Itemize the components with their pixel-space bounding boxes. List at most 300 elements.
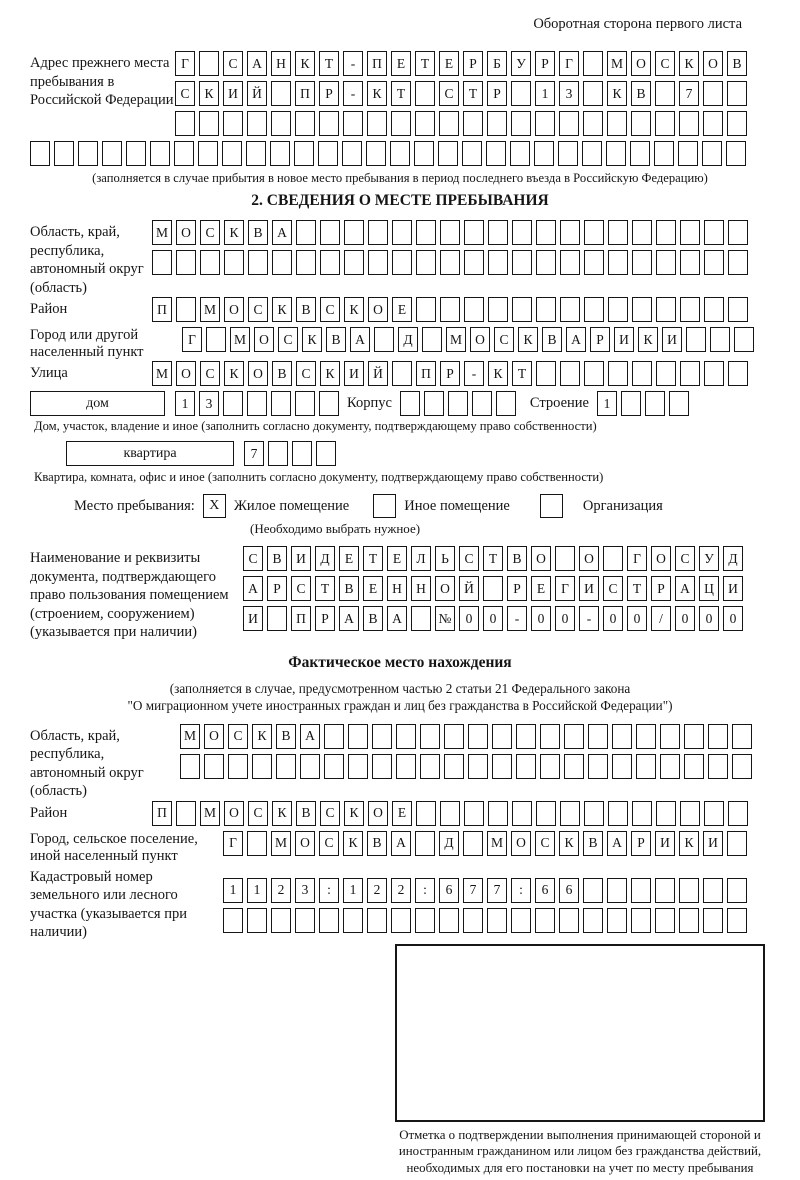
char-cell[interactable] [270,141,290,166]
char-cell[interactable] [318,141,338,166]
char-cell[interactable] [536,361,556,386]
char-cell[interactable]: Г [182,327,202,352]
char-cell[interactable] [415,831,435,856]
char-cell[interactable]: П [367,51,387,76]
char-cell[interactable] [372,754,392,779]
char-cell[interactable]: О [703,51,723,76]
checkbox-residential[interactable]: X [203,494,226,518]
char-cell[interactable] [732,724,752,749]
char-cell[interactable] [734,327,754,352]
char-cell[interactable] [414,141,434,166]
char-cell[interactable]: 6 [439,878,459,903]
char-cell[interactable]: - [579,606,599,631]
char-cell[interactable]: В [339,576,359,601]
char-cell[interactable] [608,361,628,386]
char-cell[interactable] [198,141,218,166]
char-cell[interactable] [420,754,440,779]
char-cell[interactable] [511,908,531,933]
char-cell[interactable] [439,111,459,136]
char-cell[interactable]: М [152,220,172,245]
char-cell[interactable] [583,51,603,76]
char-cell[interactable] [631,908,651,933]
char-cell[interactable] [223,391,243,416]
char-cell[interactable] [560,801,580,826]
char-cell[interactable]: В [296,297,316,322]
char-cell[interactable]: К [638,327,658,352]
char-cell[interactable] [488,250,508,275]
char-cell[interactable] [416,220,436,245]
char-cell[interactable] [511,81,531,106]
char-cell[interactable] [176,297,196,322]
char-cell[interactable]: Т [315,576,335,601]
char-cell[interactable]: С [675,546,695,571]
char-cell[interactable]: Р [631,831,651,856]
char-cell[interactable] [704,220,724,245]
char-cell[interactable]: - [507,606,527,631]
char-cell[interactable] [424,391,444,416]
checkbox-other-premises[interactable] [373,494,396,518]
char-cell[interactable]: И [223,81,243,106]
char-cell[interactable]: А [566,327,586,352]
char-cell[interactable]: О [435,576,455,601]
char-cell[interactable] [440,801,460,826]
char-cell[interactable]: 0 [459,606,479,631]
char-cell[interactable] [496,391,516,416]
char-cell[interactable] [732,754,752,779]
char-cell[interactable]: 6 [559,878,579,903]
char-cell[interactable] [631,878,651,903]
char-cell[interactable] [612,754,632,779]
char-cell[interactable] [102,141,122,166]
char-cell[interactable] [510,141,530,166]
char-cell[interactable] [438,141,458,166]
char-cell[interactable]: Й [247,81,267,106]
char-cell[interactable]: С [248,297,268,322]
char-cell[interactable] [516,724,536,749]
char-cell[interactable] [555,546,575,571]
char-cell[interactable] [608,250,628,275]
char-cell[interactable]: 0 [723,606,743,631]
char-cell[interactable]: 0 [699,606,719,631]
char-cell[interactable]: О [295,831,315,856]
char-cell[interactable]: В [367,831,387,856]
char-cell[interactable] [319,391,339,416]
char-cell[interactable] [512,297,532,322]
char-cell[interactable]: Р [319,81,339,106]
char-cell[interactable]: К [559,831,579,856]
char-cell[interactable] [464,297,484,322]
char-cell[interactable] [680,220,700,245]
char-cell[interactable]: В [326,327,346,352]
char-cell[interactable]: А [339,606,359,631]
char-cell[interactable] [680,361,700,386]
char-cell[interactable] [247,831,267,856]
char-cell[interactable] [487,111,507,136]
char-cell[interactable] [176,801,196,826]
char-cell[interactable] [248,250,268,275]
char-cell[interactable]: И [291,546,311,571]
char-cell[interactable] [632,361,652,386]
char-cell[interactable]: О [254,327,274,352]
char-cell[interactable] [390,141,410,166]
char-cell[interactable]: Д [315,546,335,571]
char-cell[interactable]: 6 [535,878,555,903]
char-cell[interactable]: - [464,361,484,386]
char-cell[interactable]: К [343,831,363,856]
char-cell[interactable] [704,250,724,275]
char-cell[interactable]: А [243,576,263,601]
char-cell[interactable] [564,724,584,749]
char-cell[interactable]: К [252,724,272,749]
char-cell[interactable]: Р [267,576,287,601]
char-cell[interactable]: 7 [244,441,264,466]
char-cell[interactable]: О [204,724,224,749]
char-cell[interactable] [583,908,603,933]
char-cell[interactable]: М [487,831,507,856]
char-cell[interactable]: Р [463,51,483,76]
char-cell[interactable]: О [579,546,599,571]
char-cell[interactable]: 3 [559,81,579,106]
char-cell[interactable] [444,724,464,749]
char-cell[interactable]: О [176,361,196,386]
char-cell[interactable] [206,327,226,352]
char-cell[interactable]: Н [387,576,407,601]
char-cell[interactable]: - [343,81,363,106]
char-cell[interactable]: О [248,361,268,386]
char-cell[interactable]: 2 [271,878,291,903]
char-cell[interactable] [223,908,243,933]
char-cell[interactable] [607,908,627,933]
char-cell[interactable] [559,111,579,136]
char-cell[interactable]: О [651,546,671,571]
char-cell[interactable] [488,801,508,826]
char-cell[interactable] [320,220,340,245]
char-cell[interactable] [488,297,508,322]
char-cell[interactable] [224,250,244,275]
char-cell[interactable]: В [363,606,383,631]
char-cell[interactable] [679,908,699,933]
char-cell[interactable]: К [272,801,292,826]
char-cell[interactable] [415,908,435,933]
char-cell[interactable]: Т [319,51,339,76]
char-cell[interactable] [150,141,170,166]
char-cell[interactable]: Е [392,801,412,826]
char-cell[interactable] [483,576,503,601]
char-cell[interactable] [348,754,368,779]
char-cell[interactable] [268,441,288,466]
char-cell[interactable]: С [603,576,623,601]
char-cell[interactable] [560,361,580,386]
char-cell[interactable] [440,220,460,245]
char-cell[interactable]: А [607,831,627,856]
char-cell[interactable]: С [291,576,311,601]
char-cell[interactable] [727,908,747,933]
char-cell[interactable]: В [583,831,603,856]
char-cell[interactable] [276,754,296,779]
char-cell[interactable] [636,724,656,749]
char-cell[interactable]: К [488,361,508,386]
char-cell[interactable]: В [631,81,651,106]
char-cell[interactable] [324,724,344,749]
char-cell[interactable] [422,327,442,352]
char-cell[interactable]: 0 [675,606,695,631]
char-cell[interactable] [703,81,723,106]
char-cell[interactable] [560,250,580,275]
char-cell[interactable]: 1 [223,878,243,903]
char-cell[interactable]: Г [175,51,195,76]
char-cell[interactable]: С [175,81,195,106]
char-cell[interactable] [292,441,312,466]
char-cell[interactable]: К [224,220,244,245]
char-cell[interactable]: Т [391,81,411,106]
char-cell[interactable] [267,606,287,631]
char-cell[interactable]: О [531,546,551,571]
char-cell[interactable] [588,754,608,779]
char-cell[interactable]: О [368,297,388,322]
char-cell[interactable]: И [703,831,723,856]
char-cell[interactable]: В [507,546,527,571]
char-cell[interactable]: В [542,327,562,352]
char-cell[interactable] [294,141,314,166]
char-cell[interactable] [252,754,272,779]
char-cell[interactable] [608,220,628,245]
char-cell[interactable] [296,250,316,275]
char-cell[interactable]: 1 [343,878,363,903]
char-cell[interactable] [247,111,267,136]
char-cell[interactable]: Е [363,576,383,601]
char-cell[interactable]: Е [531,576,551,601]
char-cell[interactable]: Г [627,546,647,571]
char-cell[interactable]: К [344,801,364,826]
char-cell[interactable] [704,361,724,386]
char-cell[interactable]: С [494,327,514,352]
char-cell[interactable] [468,754,488,779]
char-cell[interactable]: О [511,831,531,856]
char-cell[interactable]: Г [223,831,243,856]
char-cell[interactable] [472,391,492,416]
char-cell[interactable]: П [291,606,311,631]
char-cell[interactable]: Т [483,546,503,571]
char-cell[interactable] [516,754,536,779]
char-cell[interactable]: Р [487,81,507,106]
char-cell[interactable]: П [152,801,172,826]
char-cell[interactable]: С [278,327,298,352]
char-cell[interactable]: В [272,361,292,386]
char-cell[interactable] [487,908,507,933]
char-cell[interactable] [727,111,747,136]
char-cell[interactable]: Ь [435,546,455,571]
char-cell[interactable] [584,220,604,245]
char-cell[interactable]: О [470,327,490,352]
char-cell[interactable]: С [200,220,220,245]
char-cell[interactable] [584,801,604,826]
char-cell[interactable] [199,111,219,136]
char-cell[interactable] [534,141,554,166]
char-cell[interactable] [583,111,603,136]
char-cell[interactable] [559,908,579,933]
char-cell[interactable] [295,391,315,416]
char-cell[interactable]: К [320,361,340,386]
char-cell[interactable] [228,754,248,779]
char-cell[interactable] [728,801,748,826]
char-cell[interactable]: О [224,297,244,322]
char-cell[interactable] [632,220,652,245]
char-cell[interactable]: 7 [487,878,507,903]
char-cell[interactable] [512,250,532,275]
char-cell[interactable] [246,141,266,166]
char-cell[interactable] [448,391,468,416]
char-cell[interactable]: С [228,724,248,749]
char-cell[interactable]: : [415,878,435,903]
char-cell[interactable] [391,111,411,136]
char-cell[interactable] [492,724,512,749]
char-cell[interactable]: М [607,51,627,76]
char-cell[interactable] [583,81,603,106]
char-cell[interactable]: П [152,297,172,322]
char-cell[interactable] [444,754,464,779]
char-cell[interactable]: В [276,724,296,749]
char-cell[interactable] [636,754,656,779]
char-cell[interactable]: 0 [603,606,623,631]
char-cell[interactable]: К [199,81,219,106]
char-cell[interactable]: В [296,801,316,826]
char-cell[interactable]: С [535,831,555,856]
char-cell[interactable]: К [302,327,322,352]
char-cell[interactable] [608,297,628,322]
char-cell[interactable] [319,908,339,933]
char-cell[interactable] [175,111,195,136]
char-cell[interactable]: 1 [175,391,195,416]
char-cell[interactable] [669,391,689,416]
char-cell[interactable] [368,220,388,245]
char-cell[interactable] [630,141,650,166]
char-cell[interactable] [535,908,555,933]
char-cell[interactable]: 2 [367,878,387,903]
char-cell[interactable] [656,250,676,275]
char-cell[interactable] [535,111,555,136]
char-cell[interactable]: Т [415,51,435,76]
char-cell[interactable]: М [180,724,200,749]
char-cell[interactable] [400,391,420,416]
char-cell[interactable]: Л [411,546,431,571]
char-cell[interactable] [655,878,675,903]
char-cell[interactable] [463,908,483,933]
char-cell[interactable]: К [679,831,699,856]
char-cell[interactable]: С [319,831,339,856]
char-cell[interactable] [199,51,219,76]
char-cell[interactable] [680,801,700,826]
char-cell[interactable]: Б [487,51,507,76]
char-cell[interactable]: С [248,801,268,826]
char-cell[interactable] [536,220,556,245]
char-cell[interactable] [606,141,626,166]
char-cell[interactable]: О [224,801,244,826]
char-cell[interactable]: 1 [247,878,267,903]
char-cell[interactable] [727,878,747,903]
char-cell[interactable] [645,391,665,416]
char-cell[interactable]: У [511,51,531,76]
char-cell[interactable]: И [579,576,599,601]
char-cell[interactable] [222,141,242,166]
char-cell[interactable] [678,141,698,166]
char-cell[interactable] [632,250,652,275]
char-cell[interactable]: 0 [555,606,575,631]
char-cell[interactable] [176,250,196,275]
char-cell[interactable] [631,111,651,136]
char-cell[interactable] [660,754,680,779]
char-cell[interactable] [512,801,532,826]
char-cell[interactable]: Р [507,576,527,601]
char-cell[interactable]: 3 [295,878,315,903]
char-cell[interactable] [319,111,339,136]
char-cell[interactable] [391,908,411,933]
char-cell[interactable]: А [387,606,407,631]
char-cell[interactable] [295,908,315,933]
char-cell[interactable]: У [699,546,719,571]
char-cell[interactable] [300,754,320,779]
char-cell[interactable]: С [200,361,220,386]
char-cell[interactable] [439,908,459,933]
char-cell[interactable]: А [247,51,267,76]
char-cell[interactable] [656,297,676,322]
char-cell[interactable]: В [727,51,747,76]
char-cell[interactable] [655,81,675,106]
char-cell[interactable]: С [320,297,340,322]
char-cell[interactable] [703,878,723,903]
char-cell[interactable] [271,81,291,106]
char-cell[interactable]: Д [723,546,743,571]
char-cell[interactable] [271,908,291,933]
char-cell[interactable] [654,141,674,166]
char-cell[interactable] [374,327,394,352]
char-cell[interactable] [396,724,416,749]
char-cell[interactable] [368,250,388,275]
char-cell[interactable]: - [343,51,363,76]
char-cell[interactable] [272,250,292,275]
char-cell[interactable]: : [319,878,339,903]
char-cell[interactable]: К [272,297,292,322]
char-cell[interactable] [486,141,506,166]
char-cell[interactable]: С [459,546,479,571]
char-cell[interactable]: И [662,327,682,352]
char-cell[interactable] [607,111,627,136]
char-cell[interactable] [415,111,435,136]
char-cell[interactable] [560,297,580,322]
char-cell[interactable] [512,220,532,245]
char-cell[interactable]: А [391,831,411,856]
char-cell[interactable]: О [368,801,388,826]
char-cell[interactable] [703,908,723,933]
char-cell[interactable] [656,801,676,826]
char-cell[interactable] [727,831,747,856]
char-cell[interactable] [464,220,484,245]
char-cell[interactable] [680,297,700,322]
char-cell[interactable]: П [295,81,315,106]
char-cell[interactable] [78,141,98,166]
char-cell[interactable] [603,546,623,571]
char-cell[interactable] [223,111,243,136]
char-cell[interactable]: О [631,51,651,76]
char-cell[interactable] [540,754,560,779]
char-cell[interactable] [728,297,748,322]
char-cell[interactable] [392,250,412,275]
char-cell[interactable]: К [607,81,627,106]
char-cell[interactable]: Т [463,81,483,106]
char-cell[interactable] [296,220,316,245]
char-cell[interactable] [684,754,704,779]
char-cell[interactable] [468,724,488,749]
char-cell[interactable]: К [367,81,387,106]
